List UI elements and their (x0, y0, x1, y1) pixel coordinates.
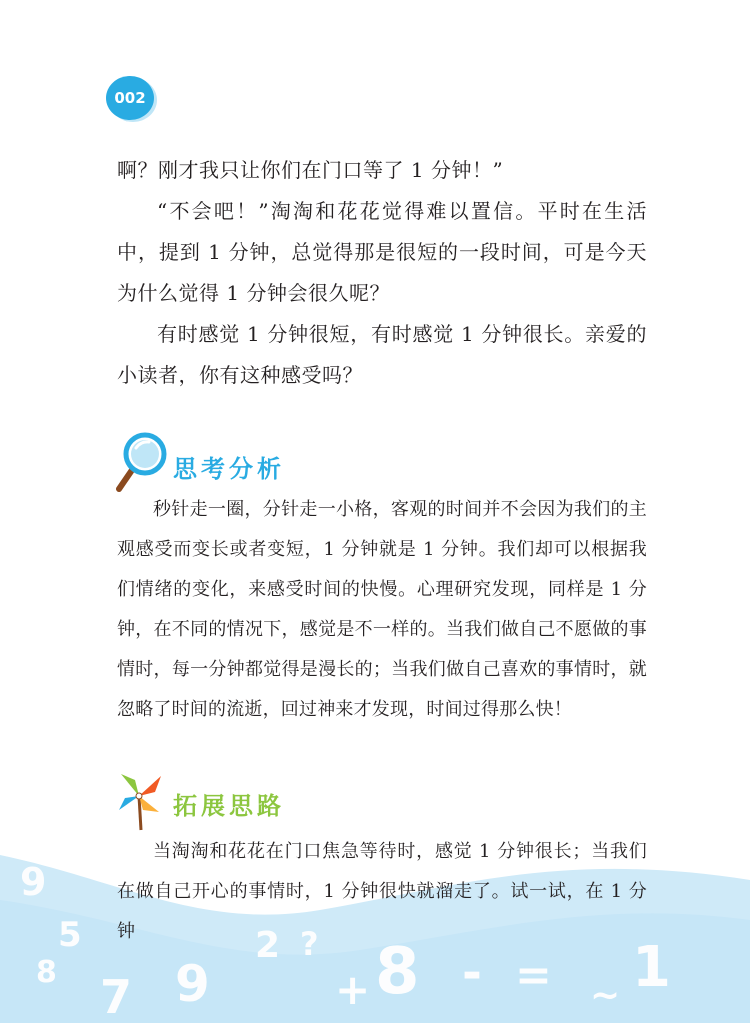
digit-1: 1 (632, 935, 671, 1000)
digit-8b: 8 (375, 935, 420, 1009)
digit-5: 5 (58, 915, 82, 955)
think-body: 秒针走一圈，分针走一小格，客观的时间并不会因为我们的主观感受而变长或者变短，1 分钟就是 1 分钟。我们却可以根据我们情绪的变化，来感受时间的快慢。心理研究发现，同样是 1 分钟，在不同的情况下，感觉是不一样的。当我们做自己不愿做的事情时，每一分钟都觉得是漫长的；当我们做自己喜欢的事情时，就忽略了时间的流逝，回过神来才发现，时间过得那么快！ (117, 499, 647, 720)
symbol-plus: + (335, 965, 371, 1014)
digit-7: 7 (100, 970, 133, 1024)
digit-9: 9 (20, 860, 47, 904)
digit-9b: 9 (175, 955, 210, 1013)
section-title-think: 思考分析 (173, 455, 285, 483)
symbol-question: ? (300, 925, 319, 963)
paragraph-2: “不会吧！”淘淘和花花觉得难以置信。平时在生活中，提到 1 分钟，总觉得那是很短的一段时间，可是今天为什么觉得 1 分钟会很久呢？ (117, 199, 647, 305)
symbol-tilde: ~ (590, 975, 621, 1016)
symbol-equals: = (515, 950, 552, 1001)
extend-body: 当淘淘和花花在门口焦急等待时，感觉 1 分钟很长；当我们在做自己开心的事情时，1 分钟很快就溜走了。试一试，在 1 分钟 (117, 841, 647, 942)
section-title-extend: 拓展思路 (173, 792, 285, 820)
paragraph-1: 啊？刚才我只让你们在门口等了 1 分钟！” (117, 158, 504, 182)
paragraph-3: 有时感觉 1 分钟很短，有时感觉 1 分钟很长。亲爱的小读者，你有这种感受吗？ (117, 322, 647, 387)
symbol-minus: - (462, 945, 482, 1001)
page-number: 002 (114, 89, 146, 107)
digit-2: 2 (255, 925, 281, 966)
digit-8: 8 (36, 955, 57, 990)
